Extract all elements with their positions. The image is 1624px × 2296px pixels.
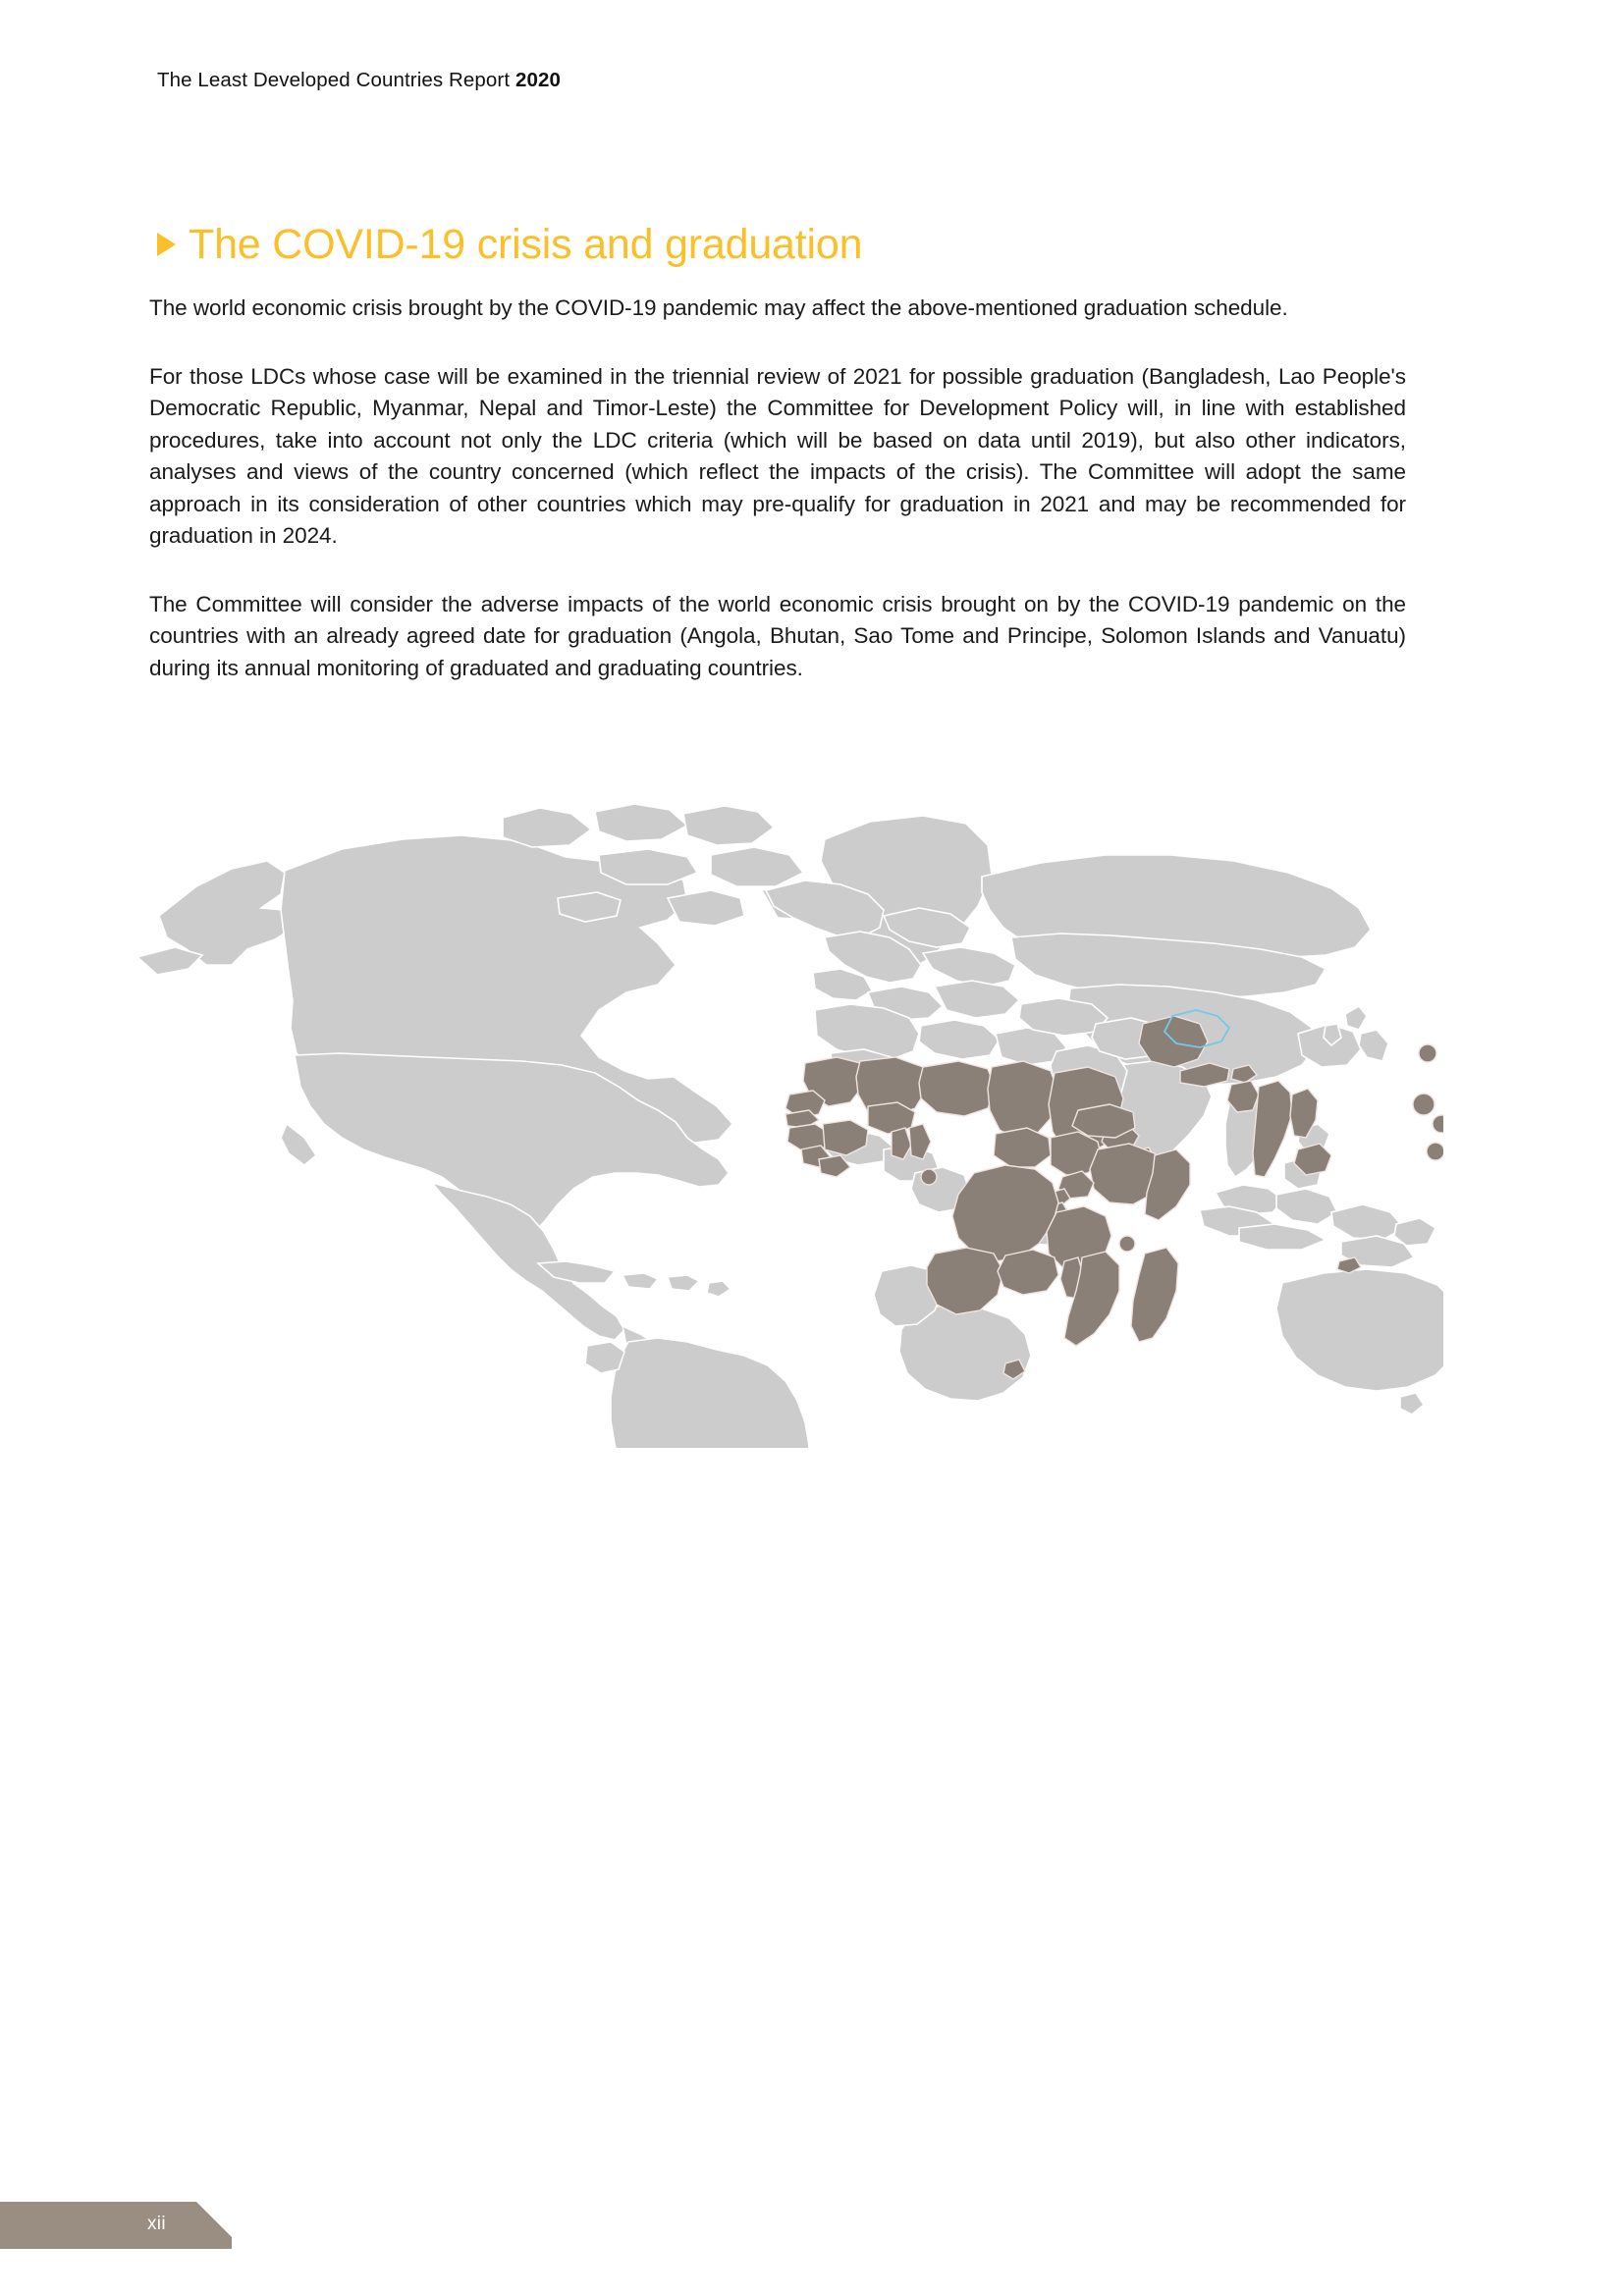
footer-banner xyxy=(0,2202,232,2249)
paragraph-2: For those LDCs whose case will be examined in the triennial review of 2021 for possible graduation (Bangladesh, Lao People's Democratic Republic, Myanmar, Nepal and Timor-Leste) the Committee for Development Policy will, in line with established procedures, take into account not only the LDC criteria (which will be based on data until 2019), but also other indicators, analyses and views of the country concerned (which reflect the impacts of the crisis). The Committee will adopt the same approach in its consideration of other countries which may pre-qualify for graduation in 2021 and may be recommended for graduation in 2024. xyxy=(149,363,1406,548)
section-heading-label: The COVID-19 crisis and graduation xyxy=(189,221,863,268)
triangle-right-icon xyxy=(157,233,176,256)
body-text-column xyxy=(149,293,1406,684)
paragraph-1: The world economic crisis brought by the COVID-19 pandemic may affect the above-mentioned graduation schedule. xyxy=(149,295,1288,320)
section-heading xyxy=(157,221,863,268)
running-header-title: The Least Developed Countries Report xyxy=(157,69,515,91)
world-map-figure xyxy=(137,800,1443,1448)
running-header-year: 2020 xyxy=(514,69,561,91)
world-map-svg xyxy=(137,800,1443,1448)
page-number: xii xyxy=(147,2214,166,2234)
paragraph-3: The Committee will consider the adverse impacts of the world economic crisis brought on by the COVID-19 pandemic on the countries with an already agreed date for graduation (Angola, Bhutan, Sao Tome and Principe, Solomon Islands and Vanuatu) during its annual monitoring of graduated and graduating countries. xyxy=(149,591,1406,680)
running-header xyxy=(157,69,561,92)
